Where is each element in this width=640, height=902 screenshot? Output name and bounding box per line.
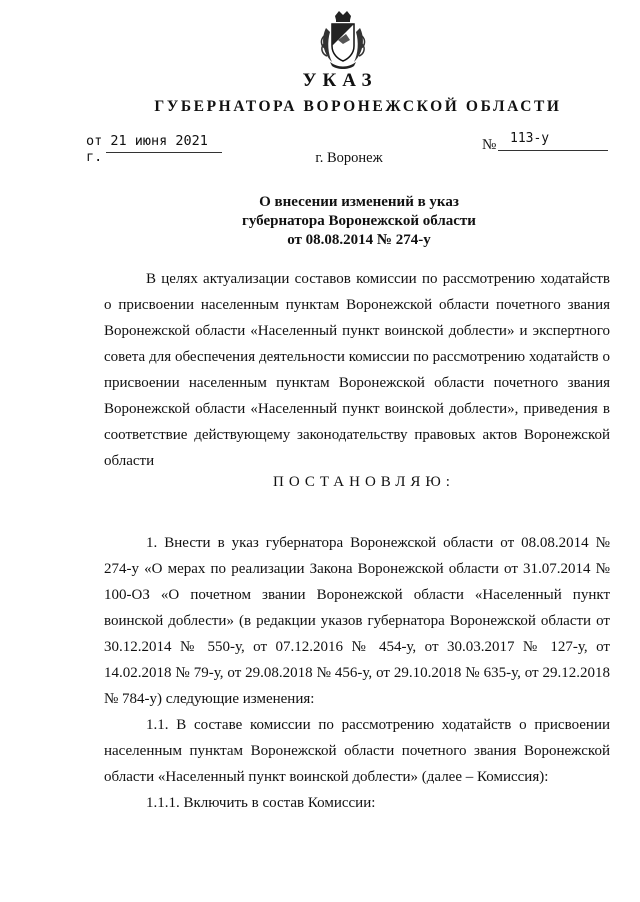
number-sign: № — [482, 137, 497, 153]
document-subtitle: ГУБЕРНАТОРА ВОРОНЕЖСКОЙ ОБЛАСТИ — [154, 98, 562, 115]
document-date: от 21 июня 2021 г. — [86, 133, 208, 165]
heading-line-2: губернатора Воронежской области — [242, 213, 476, 229]
heading-line-3: от 08.08.2014 № 274-у — [287, 232, 431, 248]
item-1-1-paragraph: 1.1. В составе комиссии по рассмотрению ходатайств о присвоении населенным пунктам Воронежской области почетного звания Воронежской области «Населенный пункт воинской доблести» (далее – Комиссия): — [104, 717, 610, 785]
document-number: 113-у — [510, 131, 550, 146]
preamble-paragraph: В целях актуализации составов комиссии по рассмотрению ходатайств о присвоении населенным пунктам Воронежской области почетного звания Воронежской области «Населенный пункт воинской доблести» и экспертного совета для обеспечения деятельности комиссии по рассмотрению ходатайств о присвоении населенным пунктам Воронежской области почетного звания Воронежской области «Населенный пункт воинской доблести», приведения в соответствие действующему законодательству правовых актов Воронежской области — [104, 271, 610, 469]
decree-word: ПОСТАНОВЛЯЮ: — [273, 474, 455, 490]
preamble-block — [104, 266, 610, 474]
decree-items-block — [104, 530, 610, 816]
document-heading — [0, 193, 640, 250]
document-city: г. Воронеж — [315, 150, 383, 166]
item-1-1-1-paragraph: 1.1.1. Включить в состав Комиссии: — [146, 795, 376, 811]
heading-line-1: О внесении изменений в указ — [259, 194, 459, 210]
coat-of-arms-icon — [318, 10, 368, 72]
item-1-paragraph: 1. Внести в указ губернатора Воронежской области от 08.08.2014 № 274-у «О мерах по реализации Закона Воронежской области от 31.07.2014 № 100-ОЗ «О почетном звании Воронежской области «Населенный пункт воинской доблести» (в редакции указов губернатора Воронежской области от 30.12.2014 № 550-у, от 07.12.2016 № 454-у, от 30.03.2017 № 127-у, от 14.02.2018 № 79-у, от 29.08.2018 № 456-у, от 29.10.2018 № 635-у, от 29.12.2018 № 784-у) следующие изменения: — [104, 535, 610, 707]
document-title: УКАЗ — [302, 70, 378, 91]
